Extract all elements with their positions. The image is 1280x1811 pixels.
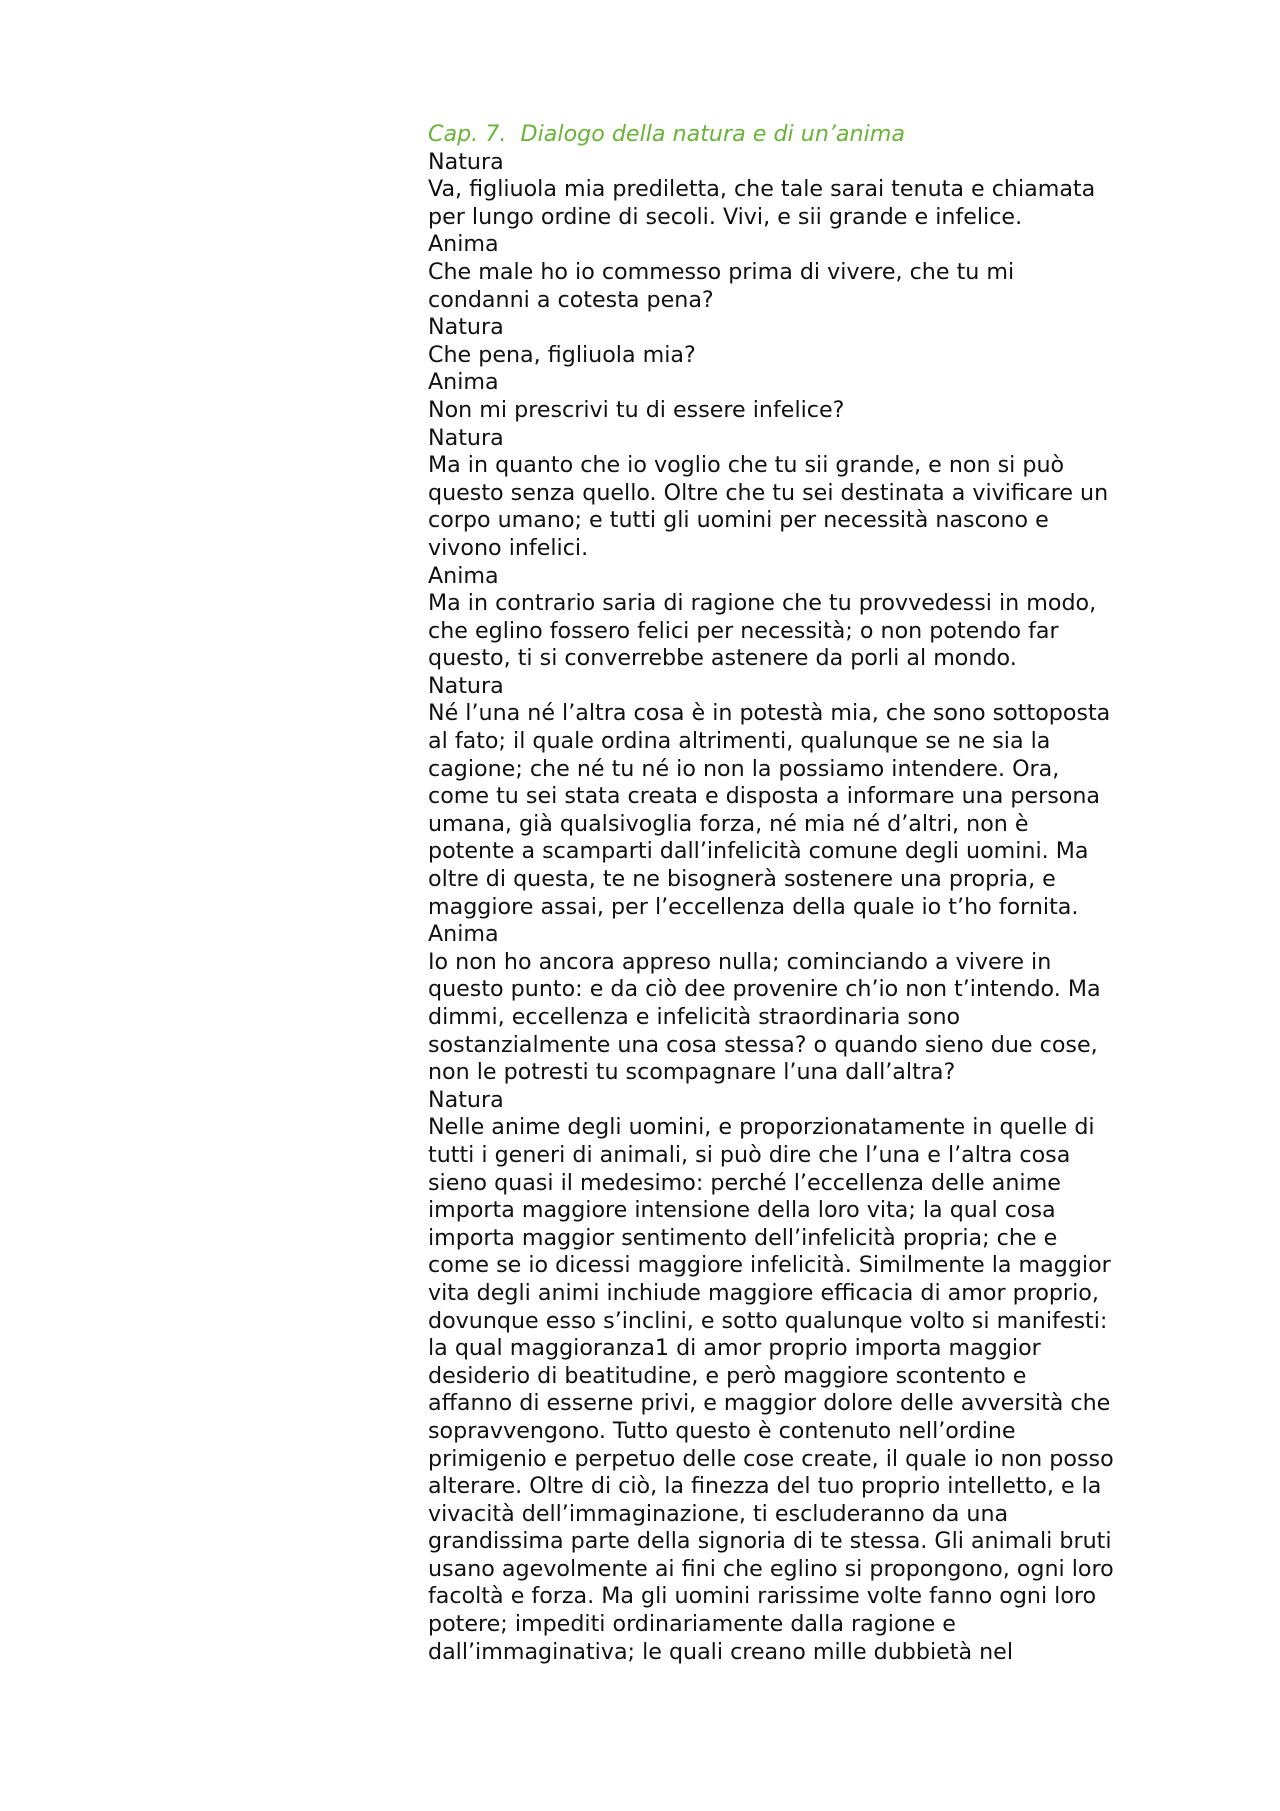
- speaker-label: Natura: [428, 424, 504, 451]
- dialogue-line: maggiore assai, per l’eccellenza della quale io t’ho fornita.: [428, 893, 1079, 920]
- dialogue-line: umana, già qualsivoglia forza, né mia né d’altri, non è: [428, 810, 1029, 837]
- speaker-label: Natura: [428, 314, 504, 341]
- dialogue-line: sostanzialmente una cosa stessa? o quando sieno due cose,: [428, 1031, 1098, 1058]
- dialogue-line: Va, figliuola mia prediletta, che tale sarai tenuta e chiamata: [428, 176, 1096, 203]
- dialogue-line: vita degli animi inchiude maggiore efficacia di amor proprio,: [428, 1279, 1099, 1306]
- dialogue-line: alterare. Oltre di ciò, la finezza del tuo proprio intelletto, e la: [428, 1473, 1102, 1500]
- dialogue-line: desiderio di beatitudine, e però maggiore scontento e: [428, 1362, 1027, 1389]
- dialogue-line: primigenio e perpetuo delle cose create, il quale io non posso: [428, 1445, 1114, 1472]
- dialogue-line: usano agevolmente ai fini che eglino si propongono, ogni loro: [428, 1555, 1114, 1582]
- dialogue-line: dall’immaginativa; le quali creano mille dubbietà nel: [428, 1638, 1013, 1665]
- dialogue-line: per lungo ordine di secoli. Vivi, e sii grande e infelice.: [428, 203, 1023, 230]
- dialogue-line: non le potresti tu scompagnare l’una dall’altra?: [428, 1059, 956, 1086]
- dialogue-line: vivacità dell’immaginazione, ti escluderanno da una: [428, 1500, 1009, 1527]
- dialogue-line: Che pena, figliuola mia?: [428, 341, 696, 368]
- dialogue-line: corpo umano; e tutti gli uomini per necessità nascono e: [428, 507, 1049, 534]
- dialogue-line: Io non ho ancora appreso nulla; cominciando a vivere in: [428, 948, 1052, 975]
- dialogue-line: potente a scamparti dall’infelicità comune degli uomini. Ma: [428, 838, 1089, 865]
- speaker-label: Anima: [428, 231, 499, 258]
- speaker-label: Anima: [428, 369, 499, 396]
- chapter-heading: Cap. 7. Dialogo della natura e di un’anima: [428, 121, 905, 147]
- dialogue-line: Ma in quanto che io voglio che tu sii grande, e non si può: [428, 452, 1065, 479]
- dialogue-line: questo senza quello. Oltre che tu sei destinata a vivificare un: [428, 479, 1109, 506]
- dialogue-line: affanno di esserne privi, e maggior dolore delle avversità che: [428, 1390, 1111, 1417]
- dialogue-line: dimmi, eccellenza e infelicità straordinaria sono: [428, 1004, 961, 1030]
- dialogue-line: cagione; che né tu né io non la possiamo intendere. Ora,: [428, 755, 1060, 782]
- dialogue-line: come tu sei stata creata e disposta a informare una persona: [428, 783, 1101, 810]
- dialogue-line: importa maggiore intensione della loro vita; la qual cosa: [428, 1197, 1056, 1224]
- speaker-label: Natura: [428, 672, 504, 699]
- speaker-label: Natura: [428, 1086, 504, 1113]
- dialogue-line: grandissima parte della signoria di te stessa. Gli animali bruti: [428, 1528, 1112, 1555]
- dialogue-body: [428, 149, 1168, 1667]
- dialogue-line: potere; impediti ordinariamente dalla ragione e: [428, 1611, 956, 1638]
- speaker-label: Natura: [428, 148, 504, 175]
- dialogue-line: Ma in contrario saria di ragione che tu provvedessi in modo,: [428, 590, 1097, 617]
- dialogue-line: Che male ho io commesso prima di vivere, che tu mi: [428, 258, 1015, 285]
- dialogue-line: Nelle anime degli uomini, e proporzionatamente in quelle di: [428, 1114, 1095, 1141]
- speaker-label: Anima: [428, 921, 499, 948]
- speaker-label: Anima: [428, 562, 499, 589]
- dialogue-line: la qual maggioranza1 di amor proprio importa maggior: [428, 1335, 1041, 1362]
- dialogue-line: dovunque esso s’inclini, e sotto qualunque volto si manifesti:: [428, 1307, 1108, 1334]
- dialogue-line: sieno quasi il medesimo: perché l’eccellenza delle anime: [428, 1169, 1061, 1196]
- dialogue-line: come se io dicessi maggiore infelicità. Similmente la maggior: [428, 1252, 1111, 1279]
- dialogue-line: che eglino fossero felici per necessità; o non potendo far: [428, 617, 1059, 644]
- dialogue-line: sopravvengono. Tutto questo è contenuto nell’ordine: [428, 1417, 1016, 1444]
- dialogue-line: importa maggior sentimento dell’infelicità propria; che e: [428, 1224, 1058, 1251]
- dialogue-line: oltre di questa, te ne bisognerà sostenere una propria, e: [428, 866, 1056, 893]
- dialogue-line: al fato; il quale ordina altrimenti, qualunque se ne sia la: [428, 728, 1051, 755]
- dialogue-line: Né l’una né l’altra cosa è in potestà mia, che sono sottoposta: [428, 700, 1111, 727]
- dialogue-line: condanni a cotesta pena?: [428, 286, 714, 313]
- dialogue-line: facoltà e forza. Ma gli uomini rarissime volte fanno ogni loro: [428, 1583, 1097, 1610]
- dialogue-line: questo punto: e da ciò dee provenire ch’io non t’intendo. Ma: [428, 976, 1101, 1003]
- dialogue-line: Non mi prescrivi tu di essere infelice?: [428, 396, 845, 423]
- dialogue-text: [428, 121, 1168, 1666]
- dialogue-line: tutti i generi di animali, si può dire che l’una e l’altra cosa: [428, 1141, 1071, 1168]
- dialogue-line: questo, ti si converrebbe astenere da porli al mondo.: [428, 645, 1017, 672]
- dialogue-line: vivono infelici.: [428, 534, 589, 561]
